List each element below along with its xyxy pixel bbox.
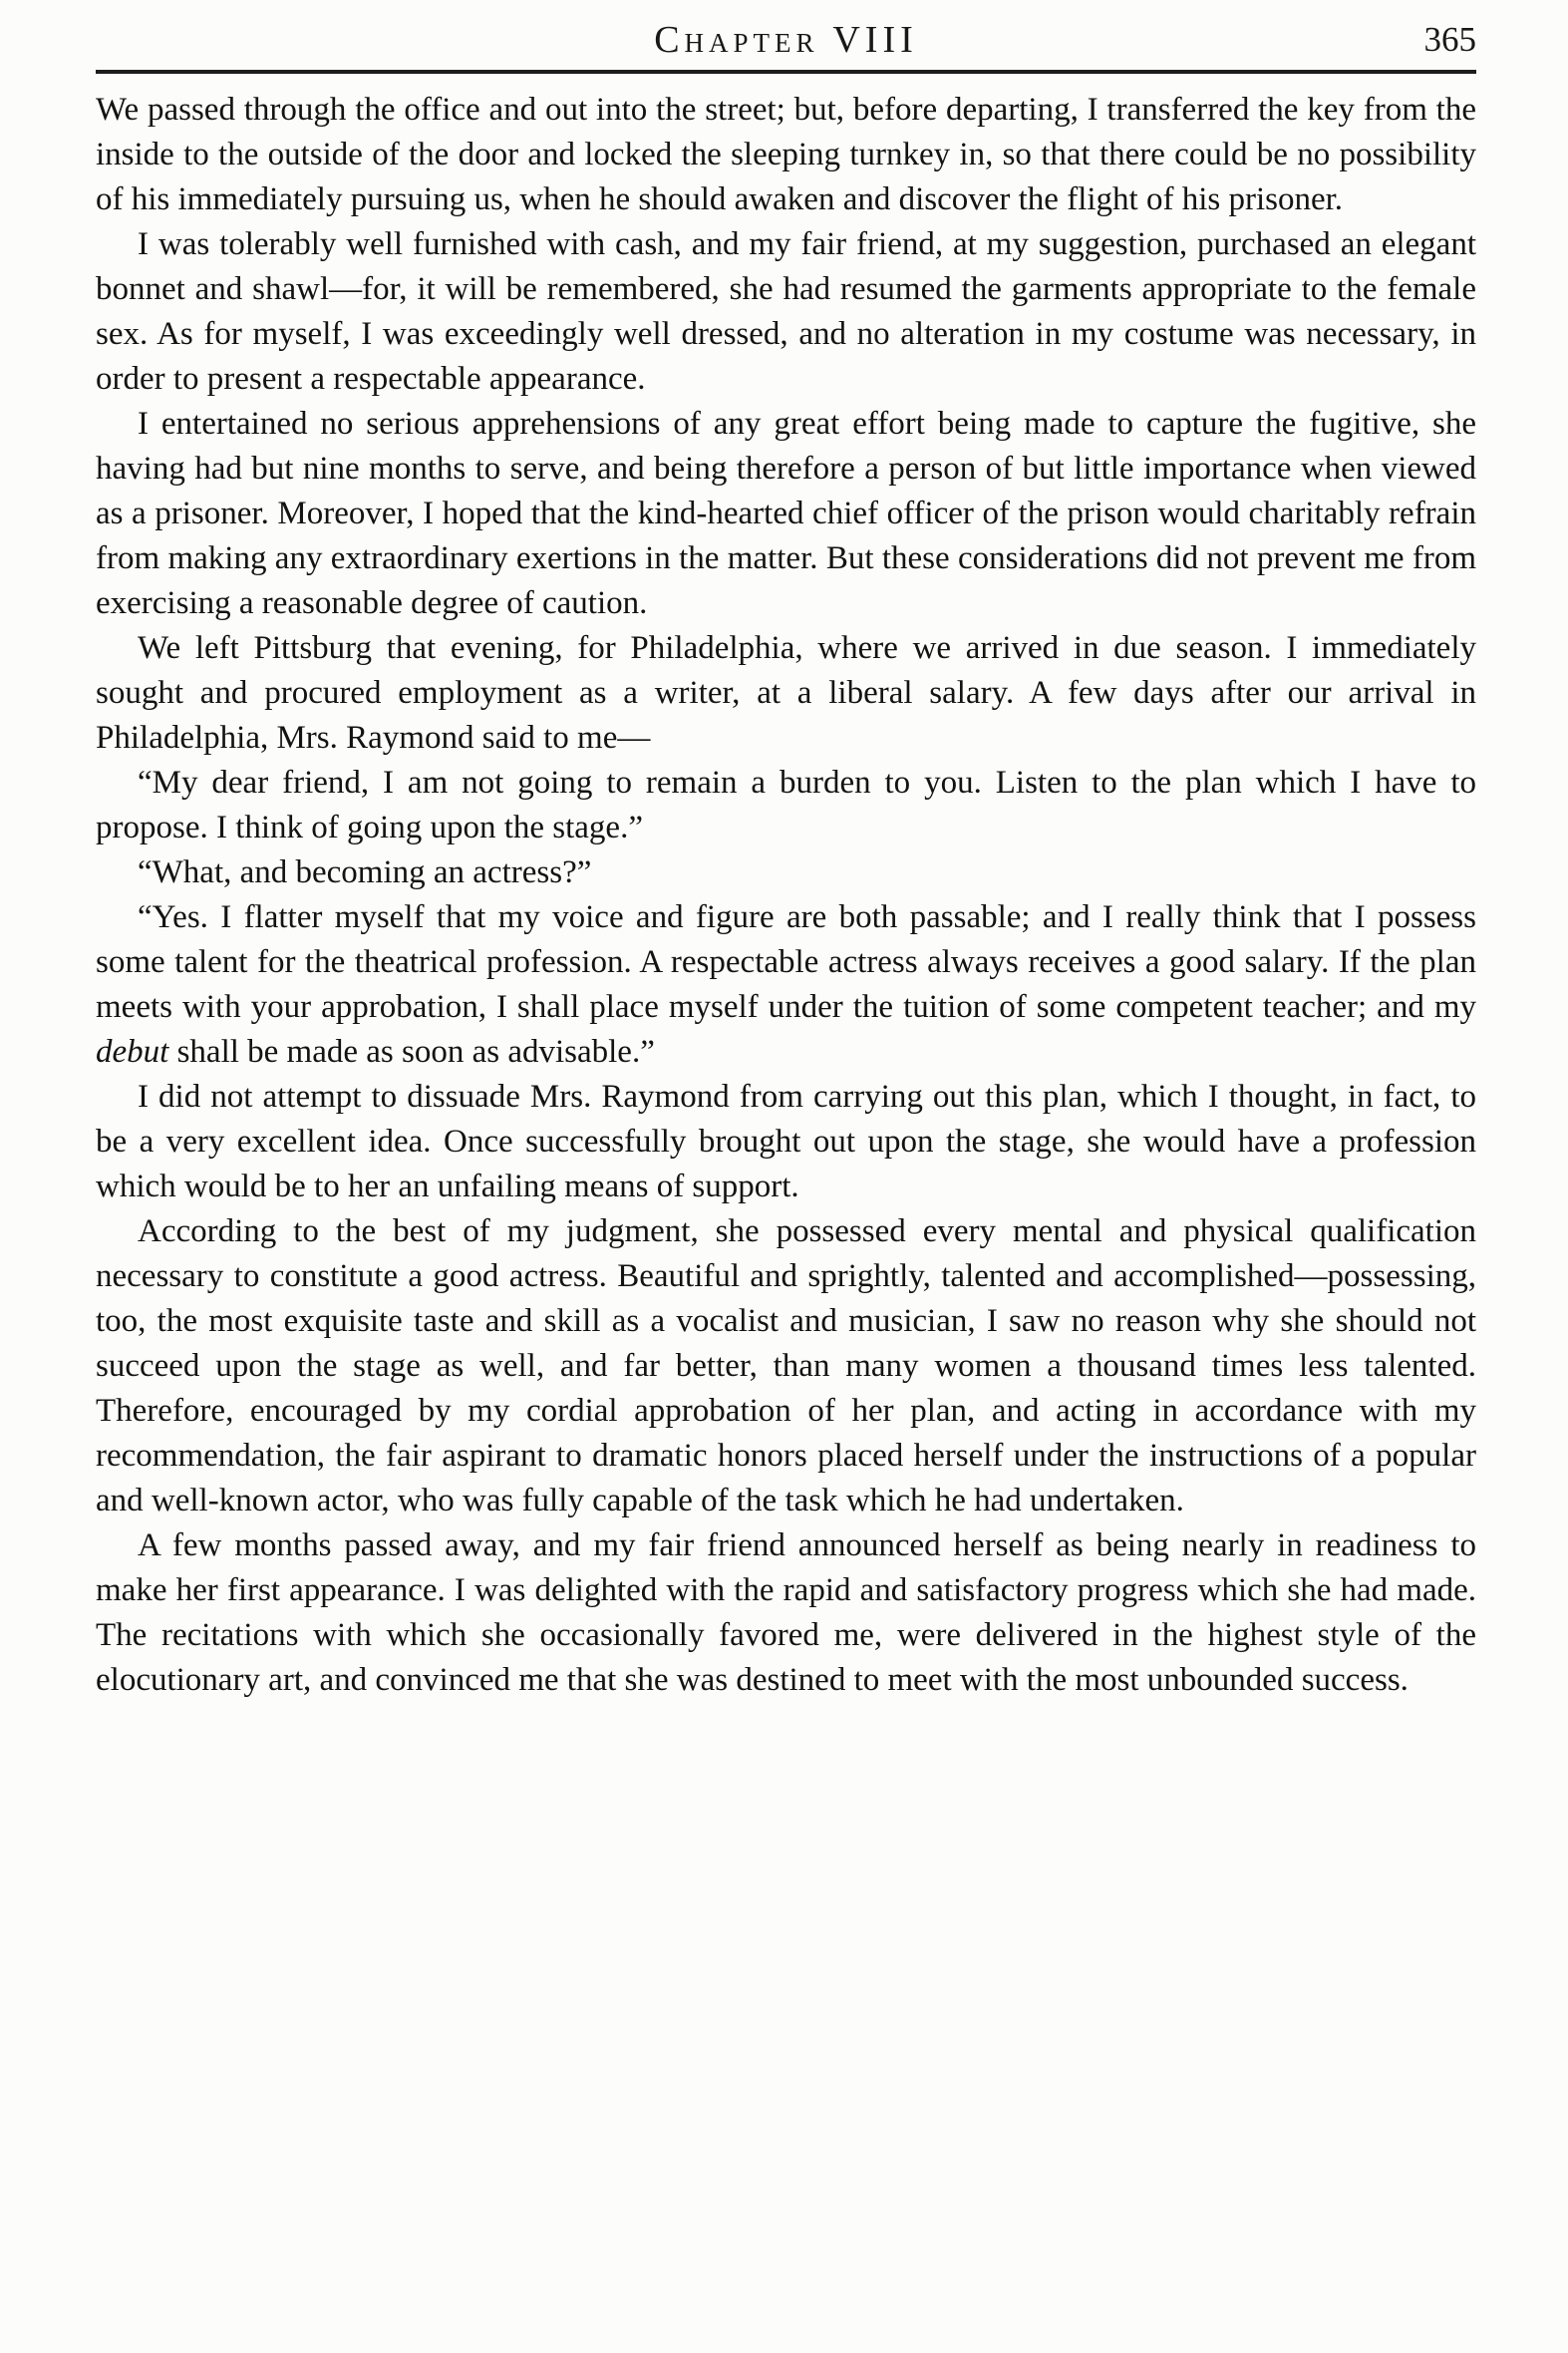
text-run: We passed through the office and out into the street; but, before departing, I transferred the key from the inside to the outside of the door and locked the sleeping turnkey in, so that there could be no possibility of his immediately pursuing us, when he should awaken and discover the flight of his prisoner.	[96, 92, 1476, 217]
paragraph	[96, 222, 1476, 402]
paragraph	[96, 88, 1476, 222]
page-header	[96, 16, 1476, 68]
text-run: According to the best of my judgment, she possessed every mental and physical qualification necessary to constitute a good actress. Beautiful and sprightly, talented and accomplished—possessing, too, the most exquisite taste and skill as a vocalist and musician, I saw no reason why she should not succeed upon the stage as well, and far better, than many women a thousand times less talented. Therefore, encouraged by my cordial approbation of her plan, and acting in accordance with my recommendation, the fair aspirant to dramatic honors placed herself under the instructions of a popular and well-known actor, who was fully capable of the task which he had undertaken.	[96, 1213, 1476, 1518]
paragraph	[96, 1523, 1476, 1703]
header-rule	[96, 70, 1476, 74]
chapter-title: Chapter VIII	[654, 19, 918, 61]
text-run: A few months passed away, and my fair friend announced herself as being nearly in readiness to make her first appearance. I was delighted with the rapid and satisfactory progress which she had made. The recitations with which she occasionally favored me, were delivered in the highest style of the elocutionary art, and convinced me that she was destined to meet with the most unbounded success.	[96, 1527, 1476, 1698]
paragraph	[96, 895, 1476, 1075]
text-run: I did not attempt to dissuade Mrs. Raymond from carrying out this plan, which I thought, in fact, to be a very excellent idea. Once successfully brought out upon the stage, she would have a profession which would be to her an unfailing means of support.	[96, 1079, 1476, 1204]
text-run: I entertained no serious apprehensions of any great effort being made to capture the fugitive, she having had but nine months to serve, and being therefore a person of but little importance when viewed as a prisoner. Moreover, I hoped that the kind-hearted chief officer of the prison would charitably refrain from making any extraordinary exertions in the matter. But these considerations did not prevent me from exercising a reasonable degree of caution.	[96, 406, 1476, 621]
text-run: shall be made as soon as advisable.”	[168, 1034, 655, 1070]
italic-word: debut	[96, 1034, 169, 1070]
paragraph	[96, 761, 1476, 850]
paragraph	[96, 1075, 1476, 1209]
paragraph	[96, 850, 1476, 895]
page-number: 365	[1423, 20, 1476, 59]
text-run: We left Pittsburg that evening, for Philadelphia, where we arrived in due season. I immediately sought and procured employment as a writer, at a liberal salary. A few days after our arrival in Philadelphia, Mrs. Raymond said to me—	[96, 630, 1476, 756]
paragraph	[96, 626, 1476, 761]
paragraph	[96, 1209, 1476, 1523]
paragraph	[96, 402, 1476, 626]
text-run: “Yes. I flatter myself that my voice and figure are both passable; and I really think that I possess some talent for the theatrical profession. A respectable actress always receives a good salary. If the plan meets with your approbation, I shall place myself under the tuition of some competent teacher; and my	[96, 899, 1476, 1025]
text-run: “What, and becoming an actress?”	[138, 854, 592, 890]
page-body	[96, 88, 1476, 1703]
text-run: I was tolerably well furnished with cash, and my fair friend, at my suggestion, purchased an elegant bonnet and shawl—for, it will be remembered, she had resumed the garments appropriate to the female sex. As for myself, I was exceedingly well dressed, and no alteration in my costume was necessary, in order to present a respectable appearance.	[96, 226, 1476, 397]
text-run: “My dear friend, I am not going to remain a burden to you. Listen to the plan which I have to propose. I think of going upon the stage.”	[96, 765, 1476, 845]
